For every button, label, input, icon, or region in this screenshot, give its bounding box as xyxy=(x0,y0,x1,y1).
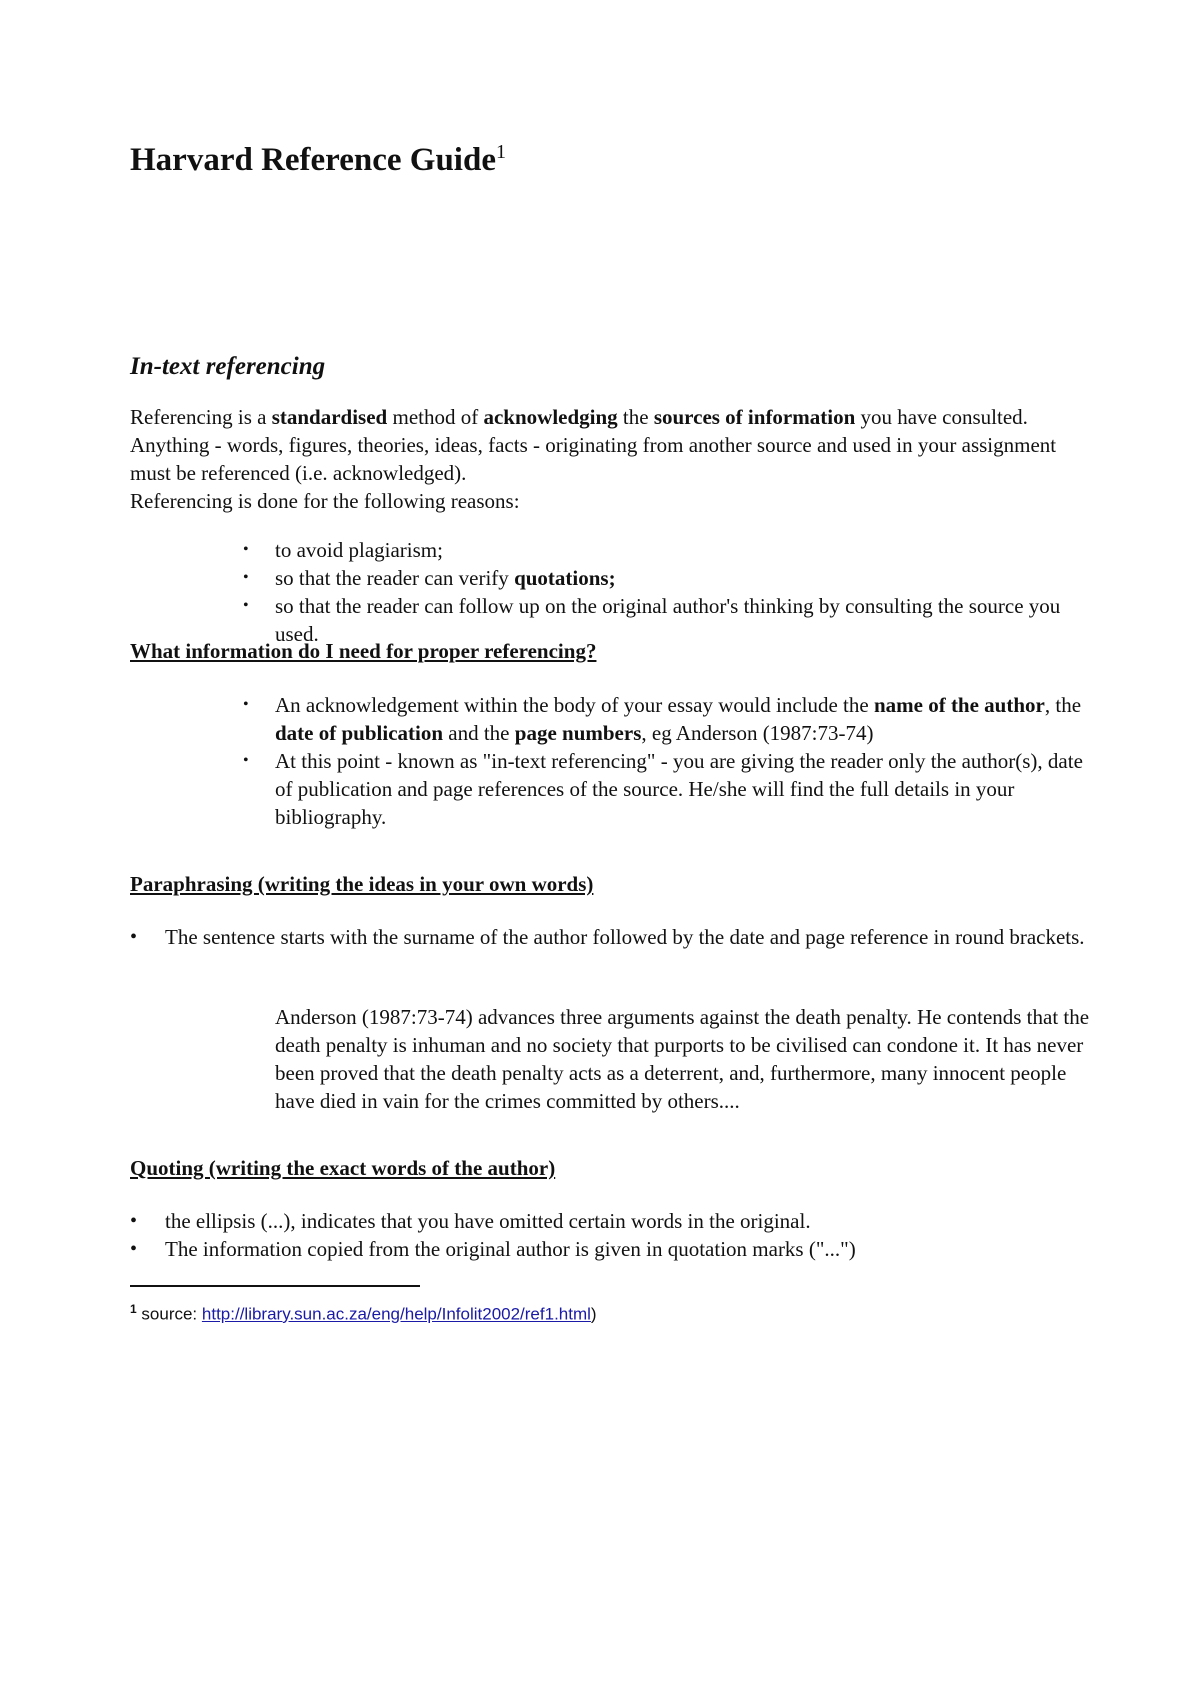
list-item-text: to avoid plagiarism; xyxy=(275,538,443,562)
bullet-icon: • xyxy=(130,1210,138,1232)
quoting-list-block xyxy=(130,1207,1090,1263)
list-item xyxy=(130,1235,1090,1263)
list-item-bold: page numbers xyxy=(514,721,642,745)
footnote xyxy=(130,1298,597,1326)
intro-reasons-lead: Referencing is done for the following reasons: xyxy=(130,489,520,513)
intro-text: the xyxy=(617,405,654,429)
section-heading: In-text referencing xyxy=(130,353,326,380)
intro-text: you have consulted. Anything - words, figures, theories, ideas, facts - originating from another source and used in your assignment must be referenced (i.e. acknowledged). xyxy=(130,405,1057,485)
paraphrasing-list xyxy=(130,923,1090,951)
list-item xyxy=(130,923,1090,951)
info-heading: What information do I need for proper referencing? xyxy=(130,639,597,663)
list-item-text: An acknowledgement within the body of your essay would include the xyxy=(275,693,874,717)
footnote-link[interactable]: http://library.sun.ac.za/eng/help/Infolit2002/ref1.html xyxy=(201,1304,591,1324)
list-item-text: , eg Anderson (1987:73-74) xyxy=(641,721,874,745)
list-item-bold: date of publication xyxy=(275,721,444,745)
quoting-heading: Quoting (writing the exact words of the author) xyxy=(130,1156,556,1180)
intro-bold-standardised: standardised xyxy=(271,405,388,429)
bullet-icon: • xyxy=(243,569,249,586)
intro-bold-acknowledging: acknowledging xyxy=(483,405,618,429)
bullet-icon: • xyxy=(243,597,249,614)
page-title xyxy=(130,140,1090,180)
bullet-icon: • xyxy=(130,1238,138,1260)
info-list-block xyxy=(130,691,1090,831)
list-item-bold: quotations; xyxy=(514,566,616,590)
title-footnote-mark[interactable]: 1 xyxy=(495,141,506,163)
list-item xyxy=(130,564,1090,592)
document-page xyxy=(130,140,1090,1324)
reasons-list-block xyxy=(130,536,1090,648)
intro-paragraph xyxy=(130,403,1090,487)
footnote-suffix: ) xyxy=(590,1304,597,1324)
list-item-text: and the xyxy=(443,721,515,745)
footnote-mark: 1 xyxy=(130,1302,137,1316)
intro-bold-sources: sources of information xyxy=(653,405,856,429)
intro-text: Referencing is a xyxy=(130,405,272,429)
footnote-label: source: xyxy=(136,1304,202,1324)
quoting-list xyxy=(130,1207,1090,1263)
list-item xyxy=(130,691,1090,747)
list-item-text: so that the reader can follow up on the original author's thinking by consulting the source you used. xyxy=(275,594,1061,646)
list-item xyxy=(130,747,1090,831)
footnote-divider xyxy=(130,1285,420,1287)
bullet-icon: • xyxy=(243,541,249,558)
bullet-icon: • xyxy=(130,926,138,948)
info-heading-block xyxy=(130,637,1090,665)
bullet-icon: • xyxy=(243,752,249,769)
list-item-text: the ellipsis (...), indicates that you have omitted certain words in the original. xyxy=(165,1209,811,1233)
page-title-text: Harvard Reference Guide xyxy=(130,142,496,178)
list-item xyxy=(130,536,1090,564)
list-item-text: The information copied from the original author is given in quotation marks ("...") xyxy=(165,1237,856,1261)
paraphrasing-example-block xyxy=(130,1003,1090,1115)
list-item-text: so that the reader can verify xyxy=(275,566,515,590)
list-item-text: , the xyxy=(1044,693,1082,717)
list-item-bold: name of the author xyxy=(873,693,1045,717)
reasons-list xyxy=(130,536,1090,648)
intro-block xyxy=(130,403,1090,515)
bullet-icon: • xyxy=(243,696,249,713)
list-item-text: At this point - known as "in-text referencing" - you are giving the reader only the author(s), date of publication and page references of the source. He/she will find the full details in your bibliography. xyxy=(275,749,1083,829)
info-list xyxy=(130,691,1090,831)
quoting-heading-block xyxy=(130,1154,1090,1182)
intro-text: method of xyxy=(387,405,484,429)
paraphrasing-list-block xyxy=(130,923,1090,951)
list-item xyxy=(130,1207,1090,1235)
paraphrasing-heading-block xyxy=(130,870,1090,898)
paraphrasing-example: Anderson (1987:73-74) advances three arguments against the death penalty. He contends that the death penalty is inhuman and no society that purports to be civilised can condone it. It has never been proved that the death penalty acts as a deterrent, and, furthermore, many innocent people have died in vain for the crimes committed by others.... xyxy=(275,1005,1090,1113)
list-item-text: The sentence starts with the surname of the author followed by the date and page reference in round brackets. xyxy=(165,925,1085,949)
paraphrasing-heading: Paraphrasing (writing the ideas in your own words) xyxy=(130,872,594,896)
